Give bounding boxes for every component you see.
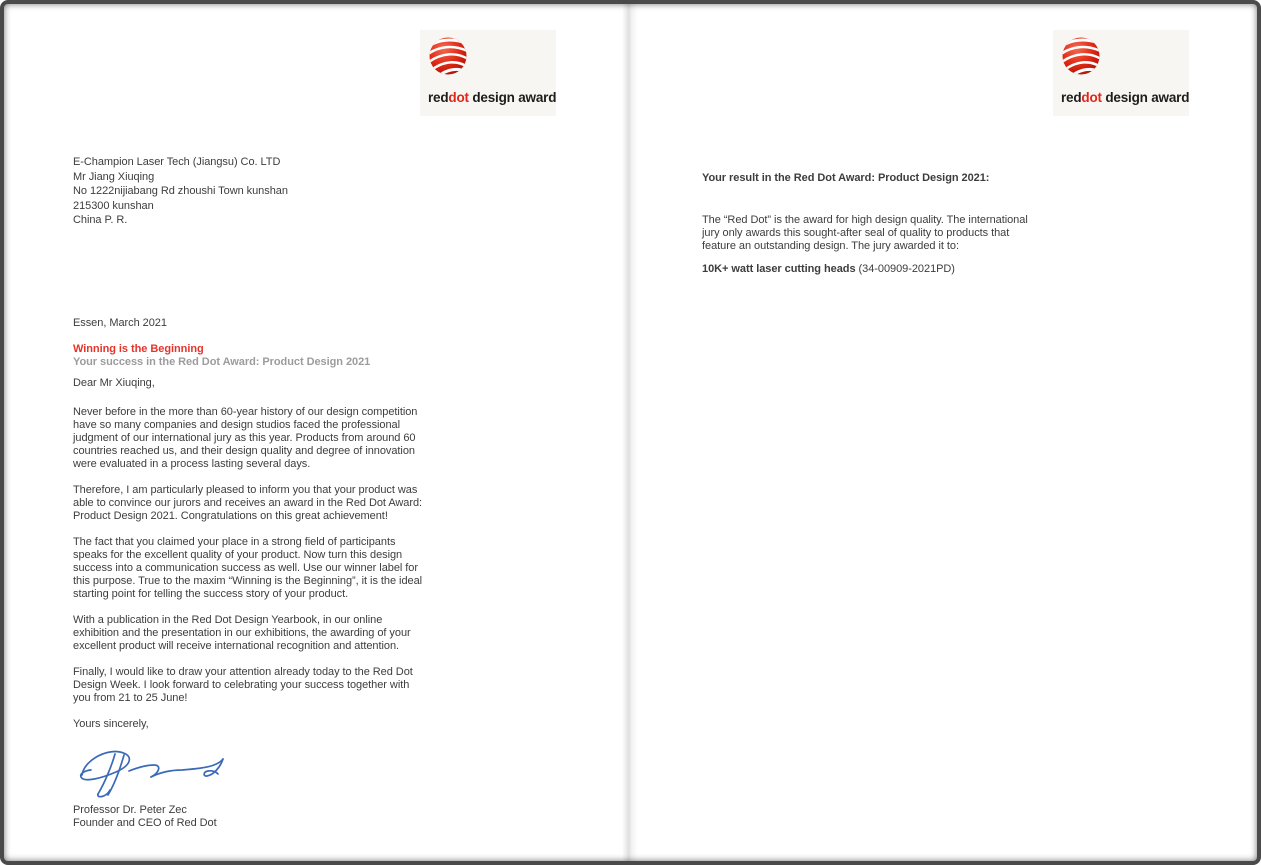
wordmark-design-award: design award <box>472 90 557 105</box>
reddot-sphere-icon <box>428 36 468 76</box>
recipient-line: E-Champion Laser Tech (Jiangsu) Co. LTD <box>73 156 281 168</box>
closing: Yours sincerely, <box>73 718 149 730</box>
recipient-line: 215300 kunshan <box>73 199 154 212</box>
recipient-line: No 1222nijiabang Rd zhoushi Town kunshan <box>73 185 288 198</box>
salutation: Dear Mr Xiuqing, <box>73 377 155 389</box>
page-gap-divider <box>622 4 638 861</box>
wordmark-dot: dot <box>1081 90 1102 105</box>
recipient-line: Mr Jiang Xiuqing <box>73 170 155 183</box>
wordmark-dot: dot <box>448 90 469 105</box>
signer-title: Founder and CEO of Red Dot <box>73 817 217 829</box>
awarded-product-line <box>702 263 955 276</box>
reddot-sphere-icon <box>1061 36 1101 76</box>
wordmark-red: red <box>1061 90 1082 105</box>
paragraph: With a publication in the Red Dot Design Yearbook, in our online exhibition and the presentation in our exhibitions, the awarding of your excellent product will receive international recognition and attention. <box>73 614 411 652</box>
reddot-wordmark <box>1061 90 1189 105</box>
result-body: The “Red Dot” is the award for high design quality. The international jury only awards this sought-after seal of quality to products that feature an outstanding design. The jury awarded it to: <box>702 214 1028 252</box>
letter-subheadline: Your success in the Red Dot Award: Product Design 2021 <box>73 356 371 368</box>
signer-name: Professor Dr. Peter Zec <box>73 804 187 816</box>
letter-headline: Winning is the Beginning <box>73 343 204 355</box>
letter-body <box>73 406 429 830</box>
product-name: 10K+ watt laser cutting heads <box>702 263 856 275</box>
reddot-logo <box>1053 30 1189 116</box>
reddot-logo <box>420 30 556 116</box>
product-code: (34-00909-2021PD) <box>858 263 955 275</box>
signature-peter-zec <box>69 744 231 798</box>
paragraph: Therefore, I am particularly pleased to inform you that your product was able to convince our jurors and receives an award in the Red Dot Award: Product Design 2021. Congratulations on this great achievement! <box>73 484 423 522</box>
wordmark-red: red <box>428 90 449 105</box>
paragraph: Never before in the more than 60-year history of our design competition have so many companies and design studios faced the professional judgment of our international jury as this year. Products from around 60 countries reached us, and their design quality and degree of innovation were evaluated in a process lasting several days. <box>73 406 418 470</box>
paragraph: The fact that you claimed your place in a strong field of participants speaks for the excellent quality of your product. Now turn this design success into a communication success as well. Use our winner label for this purpose. True to the maxim “Winning is the Beginning”, it is the ideal starting point for telling the success story of your product. <box>73 536 423 600</box>
wordmark-design-award: design award <box>1105 90 1190 105</box>
recipient-address-block <box>73 155 288 228</box>
result-heading: Your result in the Red Dot Award: Product Design 2021: <box>702 172 990 184</box>
recipient-line: China P. R. <box>73 214 128 227</box>
paragraph: Finally, I would like to draw your attention already today to the Red Dot Design Week. I look forward to celebrating your success together with you from 21 to 25 June! <box>73 666 413 704</box>
dateline: Essen, March 2021 <box>73 317 167 329</box>
reddot-wordmark <box>428 90 556 105</box>
